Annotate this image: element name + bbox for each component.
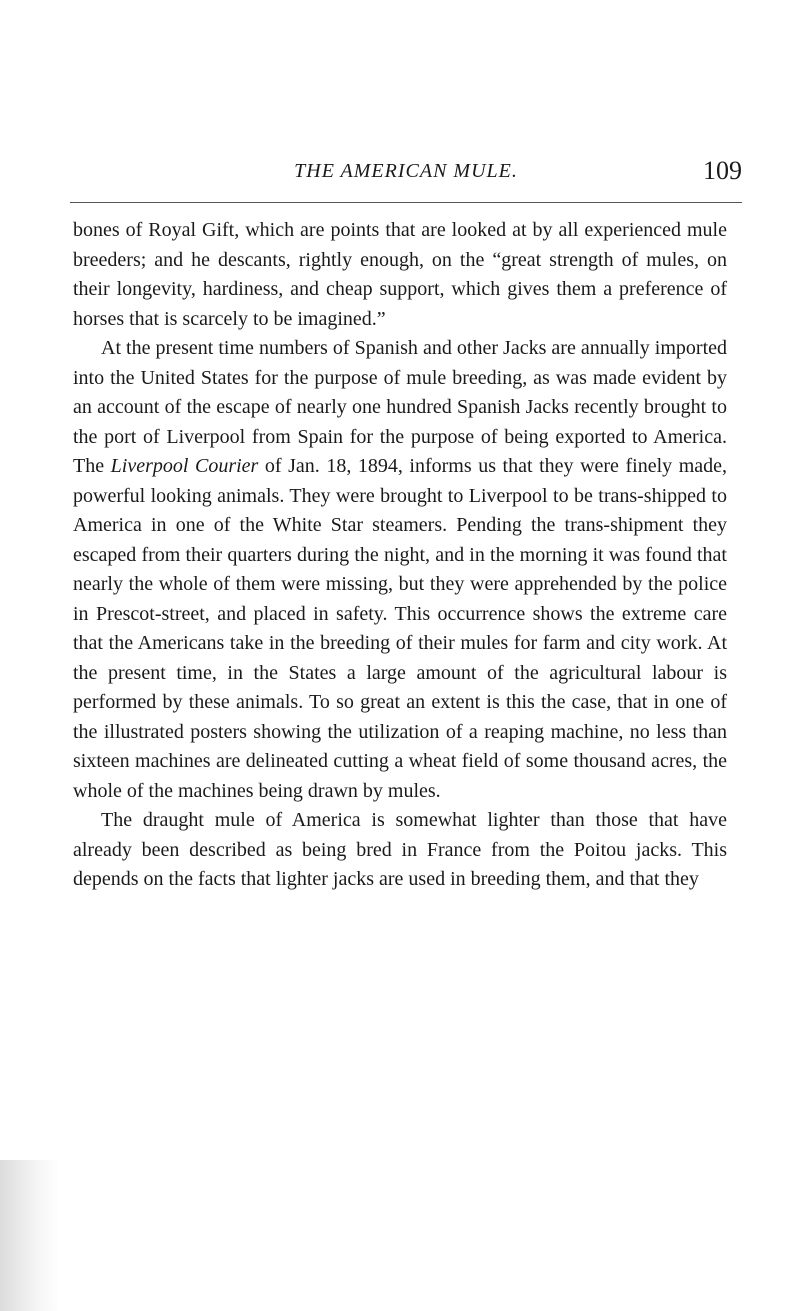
running-head [70, 156, 742, 194]
paragraph-2-text-b: of Jan. 18, 1894, informs us that they were finely made, powerful looking animals. They were brought to Liverpool to be trans-shipped to America in one of the White Star steamers. Pending the trans-shipment they escaped from their quarters during the night, and in the morning it was found that nearly the whole of them were missing, but they were apprehended by the police in Prescot-street, and placed in safety. This occurrence shows the extreme care that the Americans take in the breeding of their mules for farm and city work. At the present time, in the States a large amount of the agricultural labour is performed by these animals. To so great an extent is this the case, that in one of the illustrated posters showing the utilization of a reaping machine, no less than sixteen machines are delineated cutting a wheat field of some thousand acres, the whole of the machines being drawn by mules. [73, 455, 727, 802]
paragraph-2-text-a: At the present time numbers of Spanish and other Jacks are annually imported into the United States for the purpose of mule breeding, as was made evident by an account of the escape of nearly one hundred Spanish Jacks recently brought to the port of Liverpool from Spain for the purpose of being exported to America. The [73, 337, 727, 477]
running-title: THE AMERICAN MULE. [294, 160, 518, 182]
page-number: 109 [703, 156, 742, 185]
paragraph-3: The draught mule of America is somewhat lighter than those that have already been described as being bred in France from the Poitou jacks. This depends on the facts that lighter jacks are used in breeding them, and that they [73, 809, 727, 890]
paragraph-2 [73, 334, 727, 806]
body-text [73, 216, 727, 895]
paragraph-1: bones of Royal Gift, which are points that are looked at by all experienced mule breeders; and he descants, rightly enough, on the “great strength of mules, on their longevity, hardiness, and cheap support, which gives them a preference of horses that is scarcely to be imagined.” [73, 219, 727, 330]
newspaper-title: Liverpool Courier [110, 455, 259, 477]
header-rule [70, 202, 742, 203]
page-edge-shadow [0, 1160, 60, 1311]
